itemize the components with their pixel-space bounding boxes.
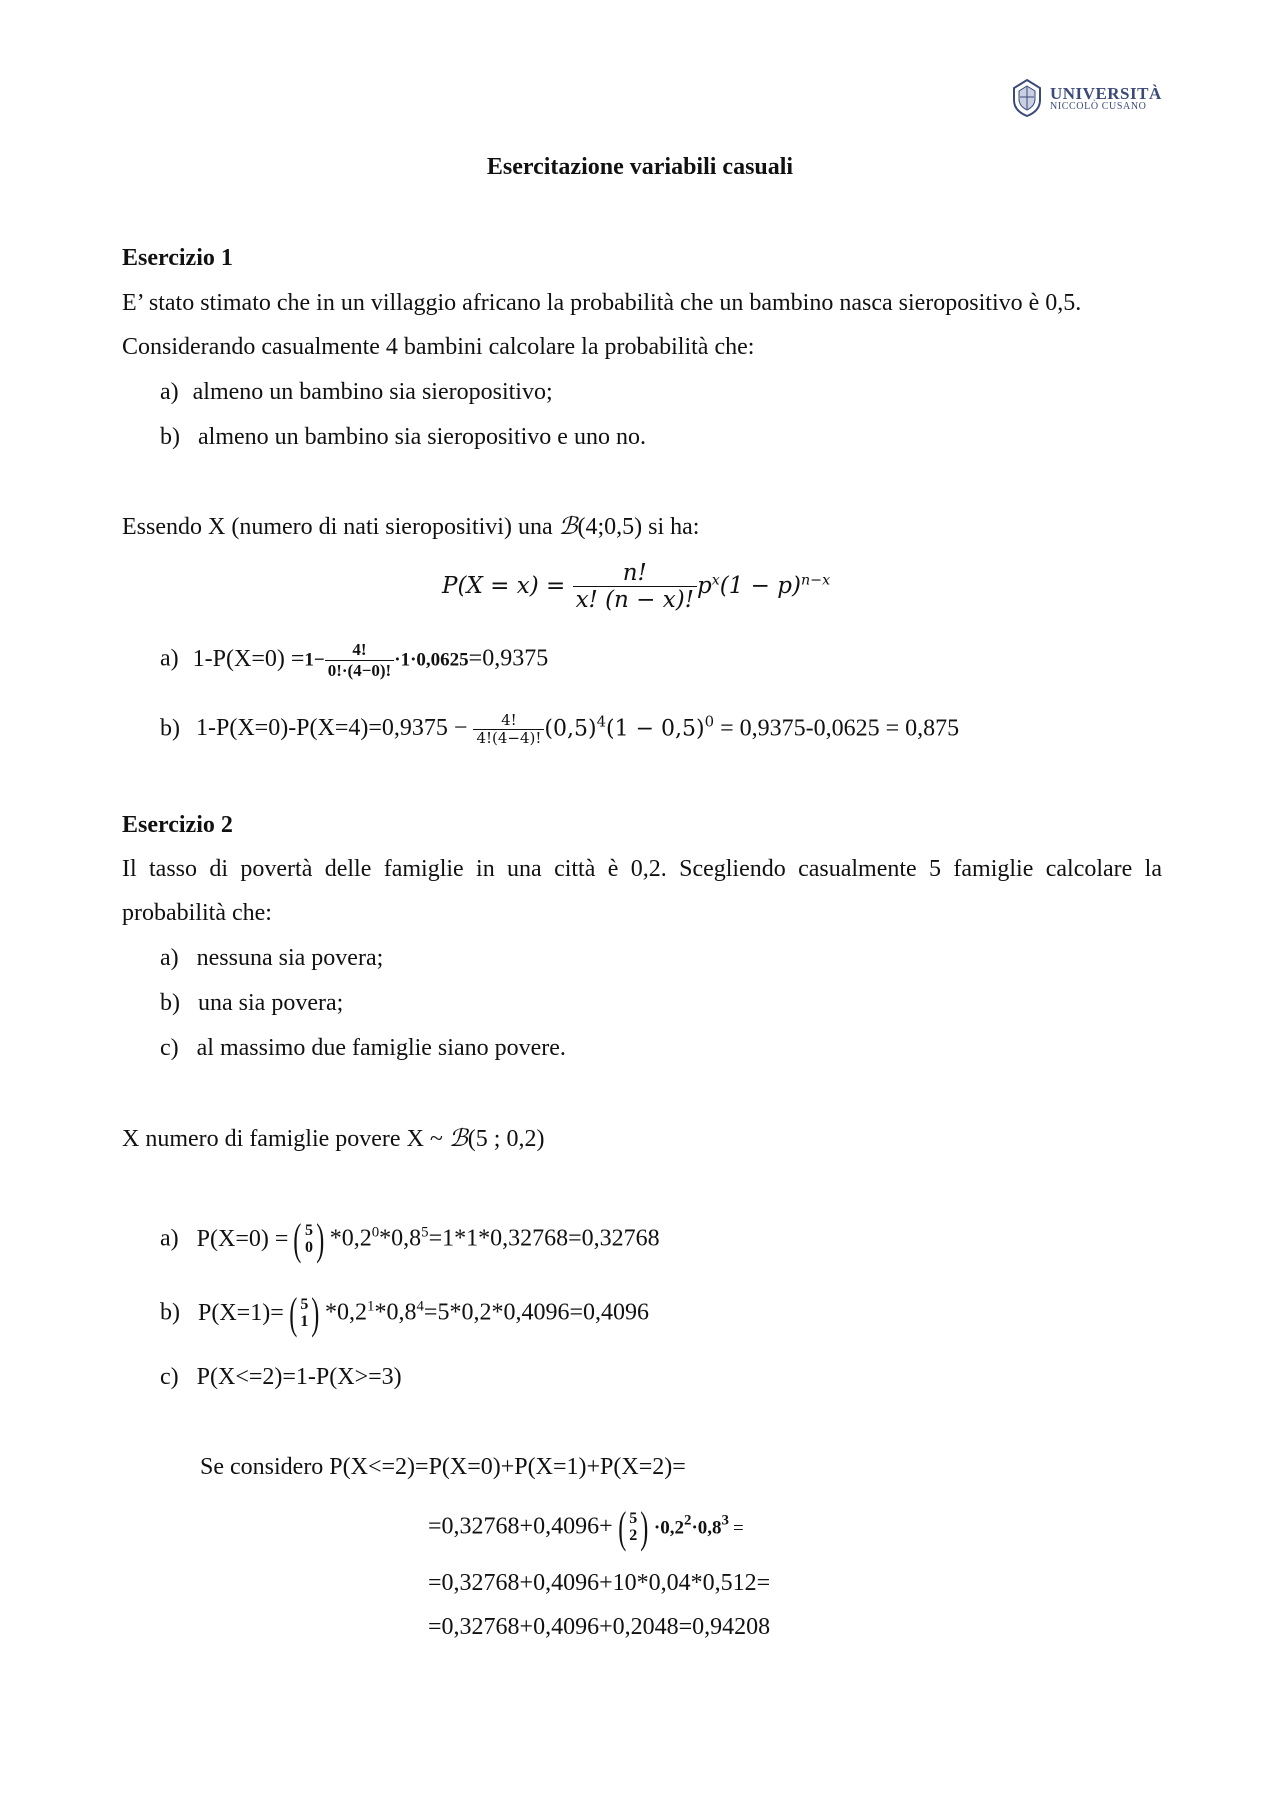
binomial-coefficient: ( 5 1 ) [289,1289,320,1338]
solution-a-fraction [325,640,395,680]
exercise-2-solution-c [160,1364,402,1391]
exercise-2-text-line-2: probabilità che: [122,900,272,926]
formula-fraction [573,560,697,614]
binomial-symbol: ℬ [558,512,578,540]
exercise-2-calc-line-1 [428,1503,744,1552]
logo-line-1: UNIVERSITÀ [1050,83,1162,103]
intro-post: (4;0,5) si ha: [577,514,700,540]
formula-lhs: P(X = x) = [442,572,566,599]
solution-b-exp-1: 1 [367,1298,375,1315]
solution-c-text: P(X<=2)=1-P(X>=3) [196,1364,402,1390]
solution-a-numerator: 4! [325,640,395,661]
page-title: Esercitazione variabili casuali [486,154,794,180]
crest-icon [1010,78,1044,118]
exercise-2-consider: Se considero P(X<=2)=P(X=0)+P(X=1)+P(X=2)= [200,1454,686,1480]
solution-a-mid: ·1·0,0625 [394,649,469,671]
intro-pre: Essendo X (numero di nati sieropositivi) una [122,514,559,540]
solution-b-denominator: 4!(4−4)! [476,729,542,748]
exercise-2-question-c [160,1035,566,1062]
calc-line-1-pre: =0,32768+0,4096+ [428,1513,613,1540]
exercise-1-solution-a [160,640,548,680]
question-b-label: b) [160,424,180,450]
binomial-coefficient: ( 5 2 ) [617,1503,649,1552]
exercise-2-calc-line-3: =0,32768+0,4096+0,2048=0,94208 [428,1614,771,1640]
solution-a-term-2: *0,8 [379,1225,422,1252]
logo-line-2: NICCOLÒ CUSANO [1050,100,1147,112]
solution-b-exp-1: 4 [596,712,607,731]
exercise-2-question-a [160,945,383,972]
exercise-2-solution-b [160,1289,649,1338]
exercise-1-question-a [160,379,553,406]
exercise-1-intro [122,512,699,541]
solution-b-pre: 1-P(X=0)-P(X=4)=0,9375 − [196,715,468,742]
binomial-symbol: ℬ [448,1124,468,1152]
calc-line-1-exp-2: 3 [721,1512,729,1529]
solution-b-exp-2: 0 [704,712,715,731]
formula-p: p [696,572,712,599]
solution-a-exp-2: 5 [421,1224,429,1241]
distribution-post: (5 ; 0,2) [467,1126,545,1152]
formula-q-exponent: n−x [800,572,831,589]
exercise-2-text-line-1: Il tasso di povertà delle famiglie in una città è 0,2. Scegliendo casualmente 5 famiglie calcolare la [122,856,1162,882]
formula-numerator: n! [573,560,697,587]
question-a-label: a) [160,945,179,971]
solution-a-label: a) [160,1225,179,1252]
solution-a-one-minus: 1− [304,649,325,671]
exercise-2-distribution [122,1124,544,1153]
solution-b-exp-2: 4 [416,1298,424,1315]
binom-top: 5 [305,1222,314,1240]
university-logo [1010,78,1162,118]
question-b-label: b) [160,990,180,1016]
exercise-1-text-line-1: E’ stato stimato che in un villaggio africano la probabilità che un bambino nasca sieropositivo è 0,5. [122,290,1082,316]
question-a-label: a) [160,379,179,405]
solution-a-pre: 1-P(X=0) = [192,645,305,672]
binom-bottom: 1 [300,1313,309,1330]
exercise-2-calc-line-2: =0,32768+0,4096+10*0,04*0,512= [428,1570,771,1596]
binom-bottom: 2 [629,1527,638,1544]
solution-b-result: =5*0,2*0,4096=0,4096 [423,1299,649,1326]
solution-b-term-1: (0,5) [544,716,597,742]
exercise-2-question-b [160,990,343,1017]
distribution-pre: X numero di famiglie povere X ~ [122,1126,449,1152]
binomial-formula [442,560,830,614]
question-a-text: almeno un bambino sia sieropositivo; [192,379,553,405]
calc-line-1-eq: = [732,1517,744,1539]
question-b-text: una sia povera; [198,990,344,1016]
exercise-2-heading: Esercizio 2 [122,812,233,838]
formula-p-exponent: x [711,572,720,589]
exercise-1-heading: Esercizio 1 [122,245,233,271]
solution-a-label: a) [160,645,179,672]
solution-b-numerator: 4! [473,712,544,730]
binomial-coefficient: ( 5 0 ) [293,1215,325,1264]
calc-line-1-term-2: ·0,8 [691,1517,722,1539]
calc-line-1-exp-1: 2 [684,1512,692,1529]
solution-a-result: =1*1*0,32768=0,32768 [428,1225,660,1252]
question-c-label: c) [160,1035,179,1061]
formula-denominator: x! (n − x)! [575,587,694,614]
calc-line-1-term-1: ·0,2 [653,1517,685,1539]
solution-b-label: b) [160,1299,180,1326]
solution-a-exp-1: 0 [371,1224,380,1241]
formula-q: (1 − p) [719,572,801,599]
solution-b-term-2: (1 − 0,5) [606,716,705,742]
exercise-2-solution-a [160,1215,660,1264]
solution-b-fraction [473,712,544,748]
exercise-1-question-b [160,424,646,451]
solution-b-result: = 0,9375-0,0625 = 0,875 [714,715,960,742]
binom-top: 5 [629,1510,638,1528]
solution-a-result: =0,9375 [468,645,549,672]
binom-bottom: 0 [305,1239,314,1256]
question-b-text: almeno un bambino sia sieropositivo e uno no. [198,424,646,450]
solution-a-term-1: *0,2 [329,1225,372,1252]
solution-c-label: c) [160,1364,179,1390]
solution-b-pre: P(X=1)= [198,1299,284,1326]
solution-a-pre: P(X=0) = [196,1225,289,1252]
solution-b-term-1: *0,2 [325,1299,368,1326]
solution-b-label: b) [160,715,180,742]
exercise-1-text-line-2: Considerando casualmente 4 bambini calcolare la probabilità che: [122,334,755,360]
question-a-text: nessuna sia povera; [196,945,384,971]
solution-b-term-2: *0,8 [374,1299,417,1326]
binom-top: 5 [300,1296,309,1314]
question-c-text: al massimo due famiglie siano povere. [196,1035,566,1061]
solution-a-denominator: 0!·(4−0)! [327,660,392,680]
exercise-1-solution-b [160,712,959,748]
